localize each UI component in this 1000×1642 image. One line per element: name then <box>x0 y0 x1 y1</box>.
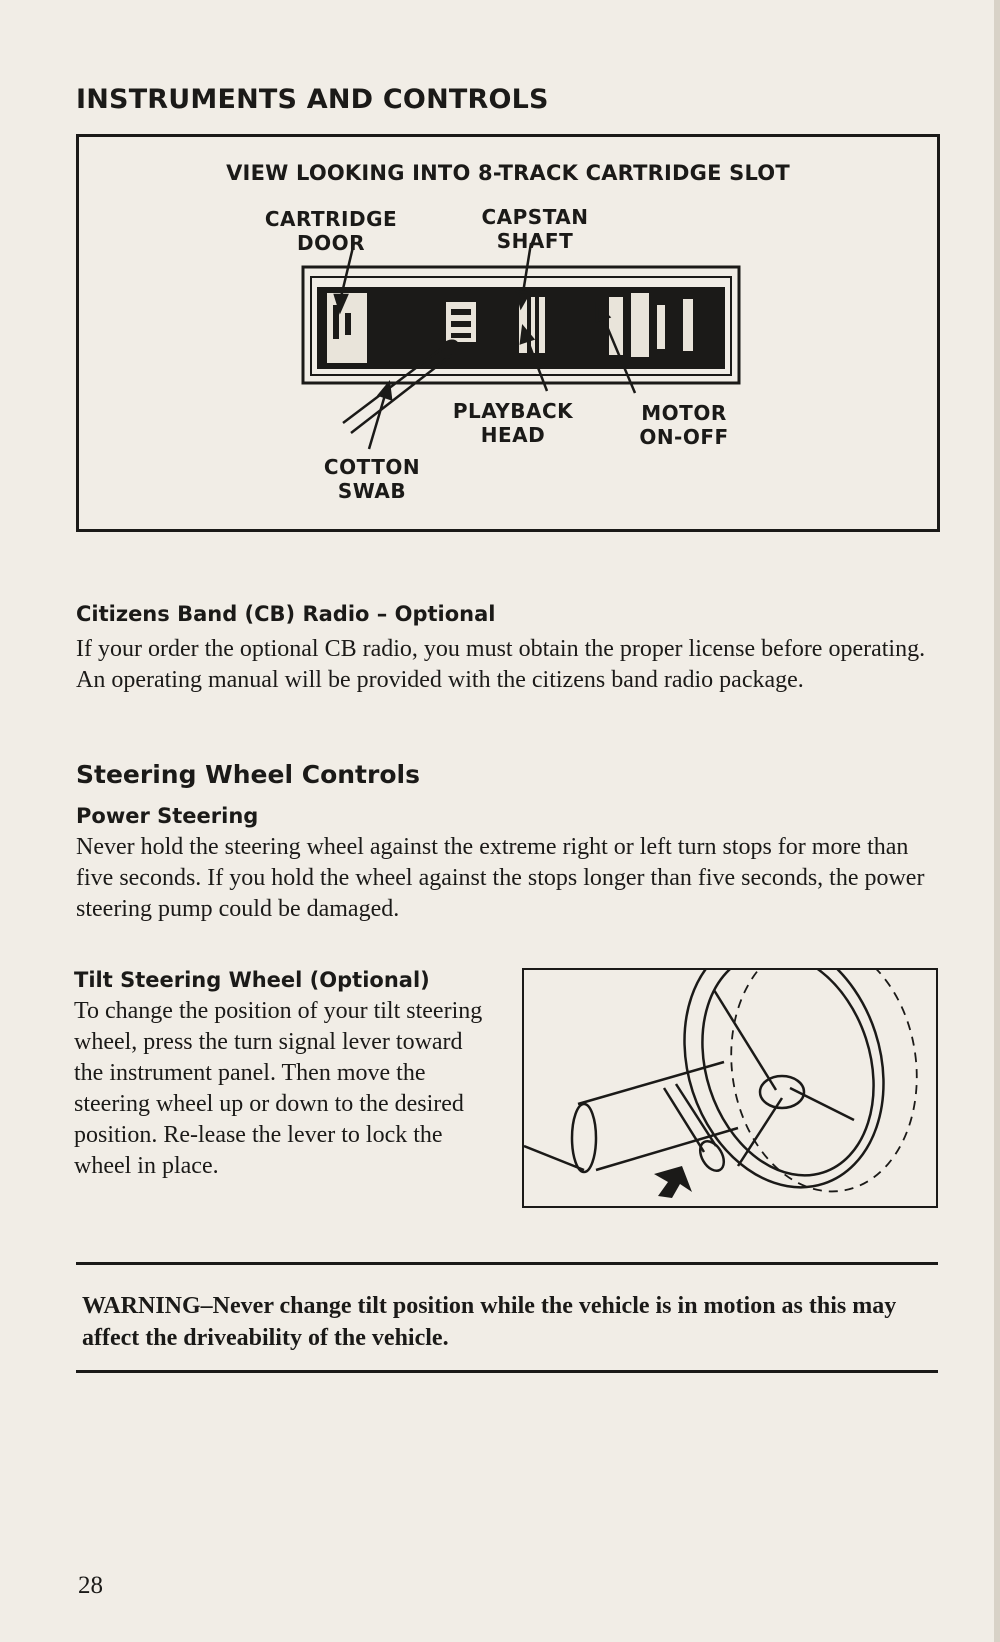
page-title: INSTRUMENTS AND CONTROLS <box>76 84 549 115</box>
cotton-swab-label <box>317 455 427 503</box>
warning-text: WARNING–Never change tilt position while the vehicle is in motion as this may affect the driveability of the vehicle. <box>82 1293 897 1351</box>
steering-heading: Steering Wheel Controls <box>76 760 420 789</box>
tilt-steering-paragraph: To change the position of your tilt steering wheel, press the turn signal lever toward the instrument panel. Then move the steering wheel up or down to the desired position. Re-lease the lever to lock the wheel in place. <box>74 998 483 1179</box>
capstan-shaft-label-line2: SHAFT <box>496 229 574 253</box>
tilt-steering-figure <box>522 968 938 1208</box>
capstan-shaft-label-line1: CAPSTAN <box>481 205 589 229</box>
cartridge-slot-illustration <box>79 137 937 529</box>
power-steering-paragraph: Never hold the steering wheel against the extreme right or left turn stops for more than five seconds. If you hold the wheel against the stops longer than five seconds, the power steering pump could be damaged. <box>76 834 925 922</box>
cartridge-door-label-line1: CARTRIDGE <box>264 207 398 231</box>
tilt-steering-heading: Tilt Steering Wheel (Optional) <box>74 968 430 992</box>
motor-switch-label-line2: ON-OFF <box>639 425 729 449</box>
warning-bottom-rule <box>76 1370 938 1373</box>
cartridge-door-label-line2: DOOR <box>296 231 365 255</box>
figure-title: VIEW LOOKING INTO 8-TRACK CARTRIDGE SLOT <box>226 161 790 185</box>
playback-head-label <box>443 399 583 447</box>
cb-radio-paragraph: If your order the optional CB radio, you must obtain the proper license before operating. An operating manual will be provided with the citizens band radio package. <box>76 636 926 693</box>
cartridge-slot-figure <box>76 134 940 532</box>
motor-switch-label-line1: MOTOR <box>641 401 727 425</box>
tilt-steering-illustration <box>524 970 936 1206</box>
cotton-swab-label-line2: SWAB <box>337 479 407 503</box>
playback-head-label-line2: HEAD <box>480 423 546 447</box>
power-steering-heading: Power Steering <box>76 804 259 828</box>
cb-radio-heading: Citizens Band (CB) Radio – Optional <box>76 602 496 626</box>
page-number: 28 <box>78 1572 103 1599</box>
cotton-swab-label-line1: COTTON <box>323 455 421 479</box>
motor-switch-label <box>629 401 739 449</box>
capstan-shaft-label <box>475 205 595 253</box>
warning-top-rule <box>76 1262 938 1265</box>
cartridge-door-label <box>263 207 399 255</box>
page-edge <box>994 0 1000 1642</box>
playback-head-label-line1: PLAYBACK <box>452 399 574 423</box>
